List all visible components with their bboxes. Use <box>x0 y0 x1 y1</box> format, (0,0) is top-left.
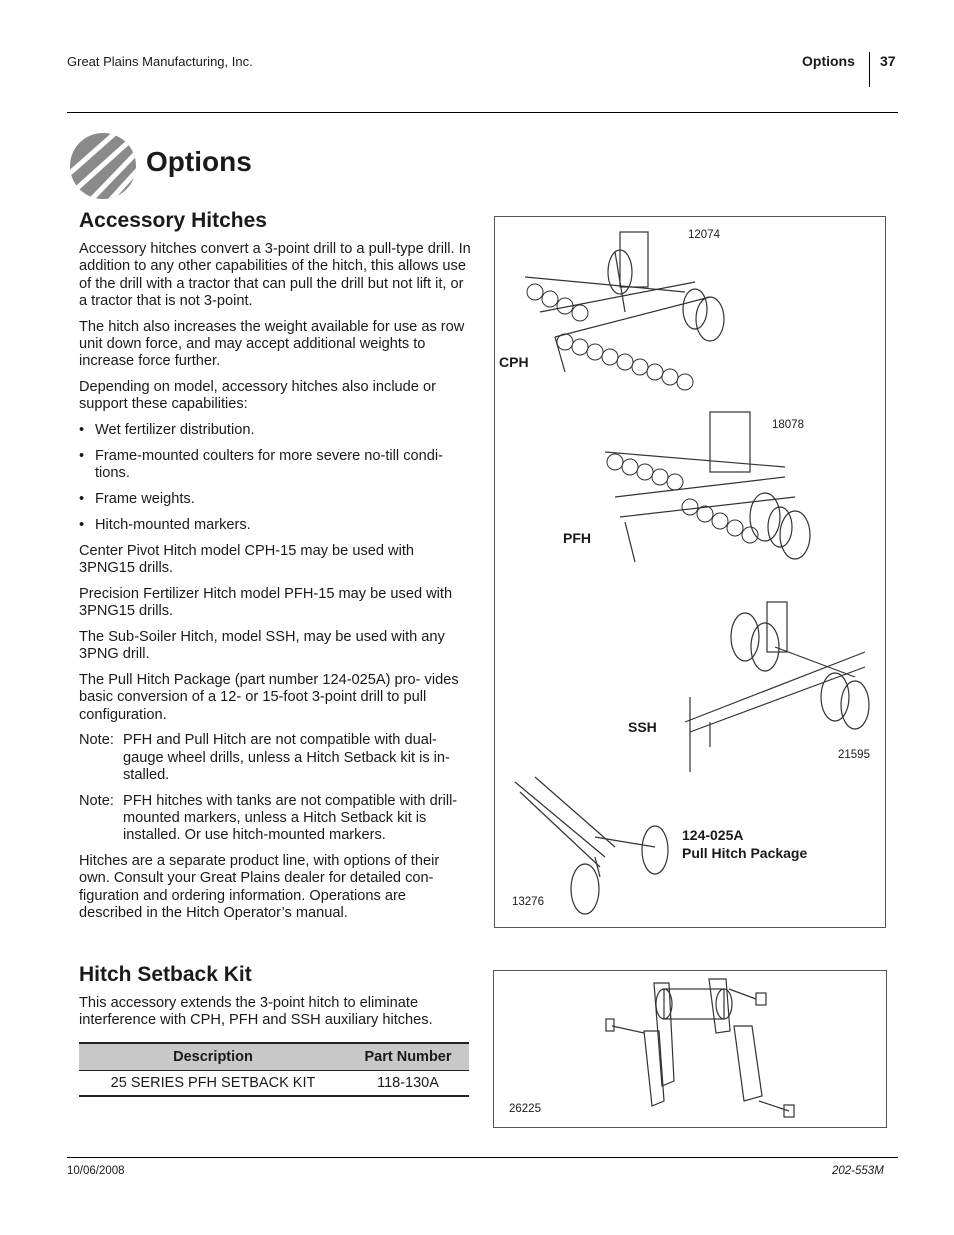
paragraph: This accessory extends the 3-point hitch to eliminate interference with CPH, PFH and SSH auxiliary hitches. <box>79 995 433 1029</box>
paragraph: The Pull Hitch Package (part number 124-025A) pro- vides basic conversion of a 12- or 15-foot 3-point drill to pull configuration. <box>79 671 459 723</box>
paragraph: The Sub-Soiler Hitch, model SSH, may be used with any 3PNG drill. <box>79 628 445 663</box>
label-cph: CPH <box>499 354 529 370</box>
paragraph: Accessory hitches convert a 3-point drill to a pull-type drill. In addition to any other capabilities of the hitch, this allows use of the drill with a tractor that can pull the drill but not lift it, or a tractor that is not 3-point. <box>79 241 471 309</box>
ssh-drawing <box>685 602 869 772</box>
header-section: Options <box>802 53 855 69</box>
heading-hitch-setback-kit: Hitch Setback Kit <box>79 963 252 986</box>
parts-table <box>79 1042 469 1097</box>
cph-drill-drawing <box>525 232 724 390</box>
hitch-setback-body <box>79 995 471 1038</box>
heading-accessory-hitches: Accessory Hitches <box>79 209 267 232</box>
footer-date: 10/06/2008 <box>67 1165 125 1177</box>
figure-hitch-setback-kit <box>493 970 887 1128</box>
cell-description: 25 SERIES PFH SETBACK KIT <box>79 1071 347 1097</box>
bullet-item: • Frame-mounted coulters for more severe no-till condi- tions. <box>79 447 443 482</box>
bullet-item: • Wet fertilizer distribution. <box>79 422 255 439</box>
accessory-hitches-body <box>79 241 471 931</box>
paragraph: Hitches are a separate product line, with options of their own. Consult your Great Plains dealer for detailed con- figuration and ordering information. Operations are described in the Hitch Operator’s manual. <box>79 853 440 921</box>
section-logo-icon <box>70 133 136 199</box>
bullet-item: • Frame weights. <box>79 491 195 508</box>
paragraph: Precision Fertilizer Hitch model PFH-15 may be used with 3PNG15 drills. <box>79 585 453 620</box>
cell-part-number: 118-130A <box>347 1071 469 1097</box>
bullet-item: • Hitch-mounted markers. <box>79 516 251 533</box>
figure-number-setback: 26225 <box>509 1103 541 1115</box>
label-pull-part: 124-025A <box>682 827 744 843</box>
header-divider <box>869 52 870 87</box>
figure-number-ssh: 21595 <box>838 749 870 761</box>
label-pfh: PFH <box>563 530 591 546</box>
setback-kit-drawing <box>494 971 886 1127</box>
header-rule <box>67 112 898 113</box>
paragraph: The hitch also increases the weight available for use as row unit down force, and may accept additional weights to increase force further. <box>79 318 465 370</box>
column-header-part-number: Part Number <box>347 1043 469 1071</box>
page-title: Options <box>146 146 252 177</box>
figure-number-pull: 13276 <box>512 896 544 908</box>
label-ssh: SSH <box>628 719 657 735</box>
pfh-drill-drawing <box>605 412 810 562</box>
figure-number-pfh: 18078 <box>772 419 804 431</box>
figure-number-cph: 12074 <box>688 229 720 241</box>
figure-accessory-hitches <box>494 216 886 928</box>
footer-rule <box>67 1157 898 1158</box>
pull-hitch-drawing <box>515 777 668 914</box>
paragraph: Center Pivot Hitch model CPH-15 may be used with 3PNG15 drills. <box>79 542 414 576</box>
note: Note: PFH and Pull Hitch are not compatible with dual- gauge wheel drills, unless a Hitch Setback kit is in- stalled. <box>79 732 450 783</box>
note: Note: PFH hitches with tanks are not compatible with drill-mounted markers, unless a Hitch Setback kit is installed. Or use hitch-mounted markers. <box>79 792 458 844</box>
paragraph: Depending on model, accessory hitches also include or support these capabilities: <box>79 379 436 413</box>
page-number: 37 <box>880 53 896 69</box>
label-pull-hitch: Pull Hitch Package <box>682 845 808 861</box>
column-header-description: Description <box>79 1043 347 1071</box>
table-row <box>79 1071 469 1097</box>
footer-doc-number: 202-553M <box>832 1165 884 1177</box>
hitch-illustrations <box>495 217 885 927</box>
header-company: Great Plains Manufacturing, Inc. <box>67 54 253 69</box>
